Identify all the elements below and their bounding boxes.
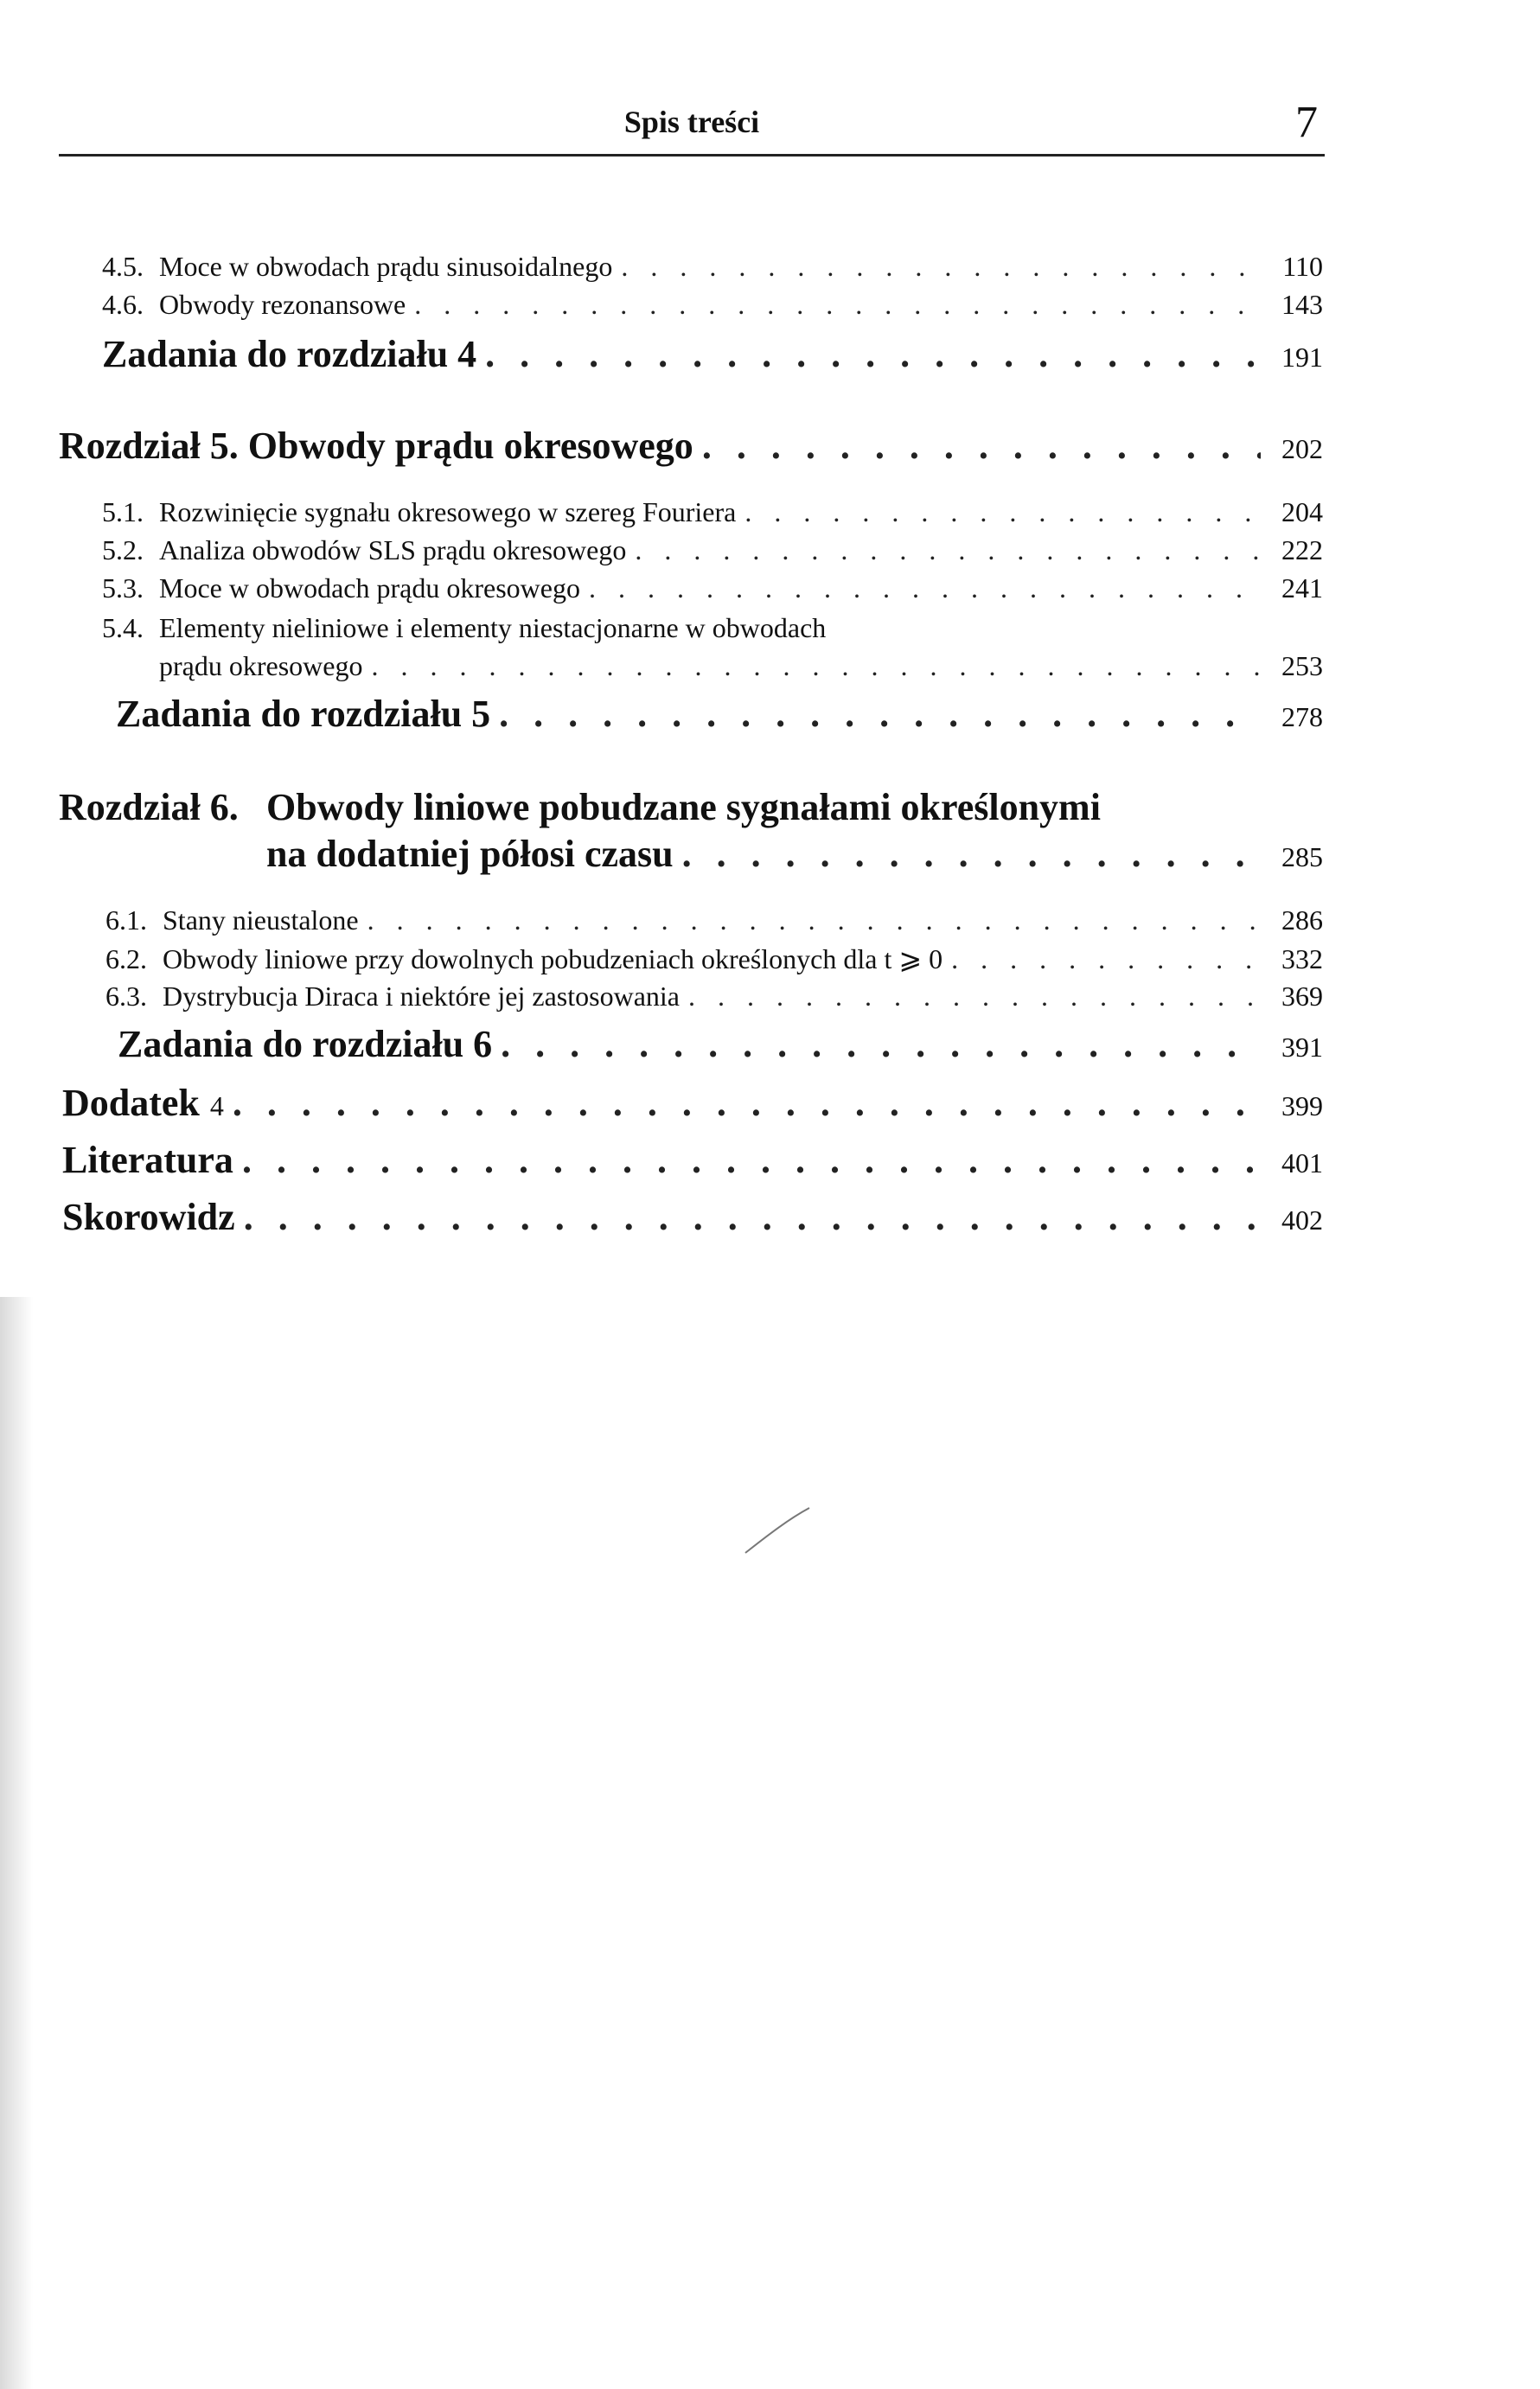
entry-title: Moce w obwodach prądu sinusoidalnego	[159, 251, 613, 282]
entry-title: Elementy nieliniowe i elementy niestacjonarne w obwodach	[159, 612, 827, 643]
entry-page: 110	[1282, 251, 1323, 282]
entry-page: 286	[1281, 904, 1323, 936]
entry-title-continued: prądu okresowego	[159, 650, 363, 681]
toc-entry-5-4-line1[interactable]	[102, 612, 826, 644]
leader-dots	[244, 1195, 1261, 1239]
entry-title: Skorowidz	[62, 1196, 235, 1238]
entry-title: Rozwinięcie sygnału okresowego w szereg Fouriera	[159, 496, 737, 527]
pencil-mark	[744, 1504, 813, 1556]
entry-page: 241	[1281, 572, 1323, 604]
chapter-title: Obwody liniowe pobudzane sygnałami określonymi	[266, 786, 1101, 828]
toc-exercises-4[interactable]	[102, 332, 1323, 376]
entry-title: Obwody rezonansowe	[159, 289, 406, 320]
entry-page: 401	[1281, 1147, 1323, 1179]
entry-number: 5.2.	[102, 534, 144, 565]
entry-page: 191	[1281, 342, 1323, 373]
entry-page: 332	[1281, 943, 1323, 974]
toc-entry-6-1[interactable]	[105, 904, 1323, 936]
leader-dots	[499, 692, 1261, 736]
toc-entry-4-6[interactable]	[102, 289, 1323, 321]
toc-exercises-6[interactable]	[118, 1022, 1323, 1066]
entry-page: 204	[1281, 496, 1323, 527]
page-number: 7	[1295, 98, 1318, 147]
entry-title: Obwody liniowe przy dowolnych pobudzeniach określonych dla t ⩾ 0	[163, 943, 943, 974]
toc-entry-6-2[interactable]	[105, 942, 1323, 975]
entry-number: 6.3.	[105, 981, 147, 1012]
toc-entry-6-3[interactable]	[105, 981, 1323, 1012]
chapter-title: Rozdział 5. Obwody prądu okresowego	[59, 425, 693, 467]
toc-chapter-6-line1[interactable]	[59, 785, 1101, 829]
toc-entry-5-3[interactable]	[102, 572, 1323, 604]
entry-page: 202	[1281, 433, 1323, 464]
entry-page: 222	[1281, 534, 1323, 565]
leader-dots	[233, 1081, 1261, 1125]
entry-title: Stany nieustalone	[163, 904, 359, 936]
entry-page: 285	[1281, 841, 1323, 872]
leader-dots	[242, 1138, 1261, 1182]
toc-literature[interactable]	[62, 1138, 1323, 1182]
leader-dots	[688, 981, 1261, 1012]
leader-dots	[744, 496, 1261, 528]
entry-page: 369	[1281, 981, 1323, 1012]
page-header	[59, 98, 1325, 156]
entry-title: Dystrybucja Diraca i niektóre jej zastosowania	[163, 981, 680, 1012]
leader-dots	[951, 943, 1261, 975]
chapter-prefix: Rozdział 6.	[59, 786, 239, 828]
entry-page: 278	[1281, 701, 1323, 732]
toc-entry-5-1[interactable]	[102, 496, 1323, 528]
leader-dots	[621, 251, 1261, 283]
entry-title: Dodatek	[62, 1082, 200, 1124]
entry-number: 6.2.	[105, 943, 147, 974]
leader-dots	[682, 832, 1261, 876]
leader-dots	[635, 534, 1261, 566]
toc-entry-5-4-line2[interactable]	[159, 650, 1323, 682]
entry-title: Analiza obwodów SLS prądu okresowego	[159, 534, 627, 565]
leader-dots	[589, 572, 1261, 604]
entry-number: 5.4.	[102, 612, 144, 643]
entry-page: 143	[1281, 289, 1323, 320]
leader-dots	[501, 1022, 1261, 1066]
entry-title: Moce w obwodach prądu okresowego	[159, 572, 580, 604]
running-title: Spis treści	[623, 105, 760, 139]
entry-page: 391	[1281, 1032, 1323, 1063]
toc-entry-5-2[interactable]	[102, 534, 1323, 566]
entry-title: Zadania do rozdziału 4	[102, 333, 477, 375]
toc-appendix[interactable]	[62, 1081, 1323, 1125]
toc-chapter-5[interactable]	[59, 424, 1323, 468]
leader-dots	[371, 650, 1261, 682]
entry-page: 399	[1281, 1090, 1323, 1121]
leader-dots	[367, 904, 1261, 936]
entry-number: 5.1.	[102, 496, 144, 527]
entry-page: 402	[1281, 1204, 1323, 1236]
toc-entry-4-5[interactable]	[102, 251, 1323, 283]
entry-title: Literatura	[62, 1139, 233, 1181]
scan-spine-shadow	[0, 1297, 33, 2389]
leader-dots	[414, 289, 1261, 321]
appendix-number: 4	[209, 1090, 224, 1121]
toc-index[interactable]	[62, 1195, 1323, 1239]
entry-page: 253	[1281, 650, 1323, 681]
toc-chapter-6-line2[interactable]	[266, 832, 1323, 876]
chapter-title-continued: na dodatniej półosi czasu	[266, 833, 674, 875]
leader-dots	[485, 332, 1261, 376]
entry-number: 6.1.	[105, 904, 147, 936]
entry-number: 5.3.	[102, 572, 144, 604]
entry-title: Zadania do rozdziału 6	[118, 1023, 493, 1065]
toc-exercises-5[interactable]	[116, 692, 1323, 736]
entry-title: Zadania do rozdziału 5	[116, 693, 491, 735]
entry-number: 4.6.	[102, 289, 144, 320]
entry-number: 4.5.	[102, 251, 144, 282]
leader-dots	[702, 424, 1261, 468]
